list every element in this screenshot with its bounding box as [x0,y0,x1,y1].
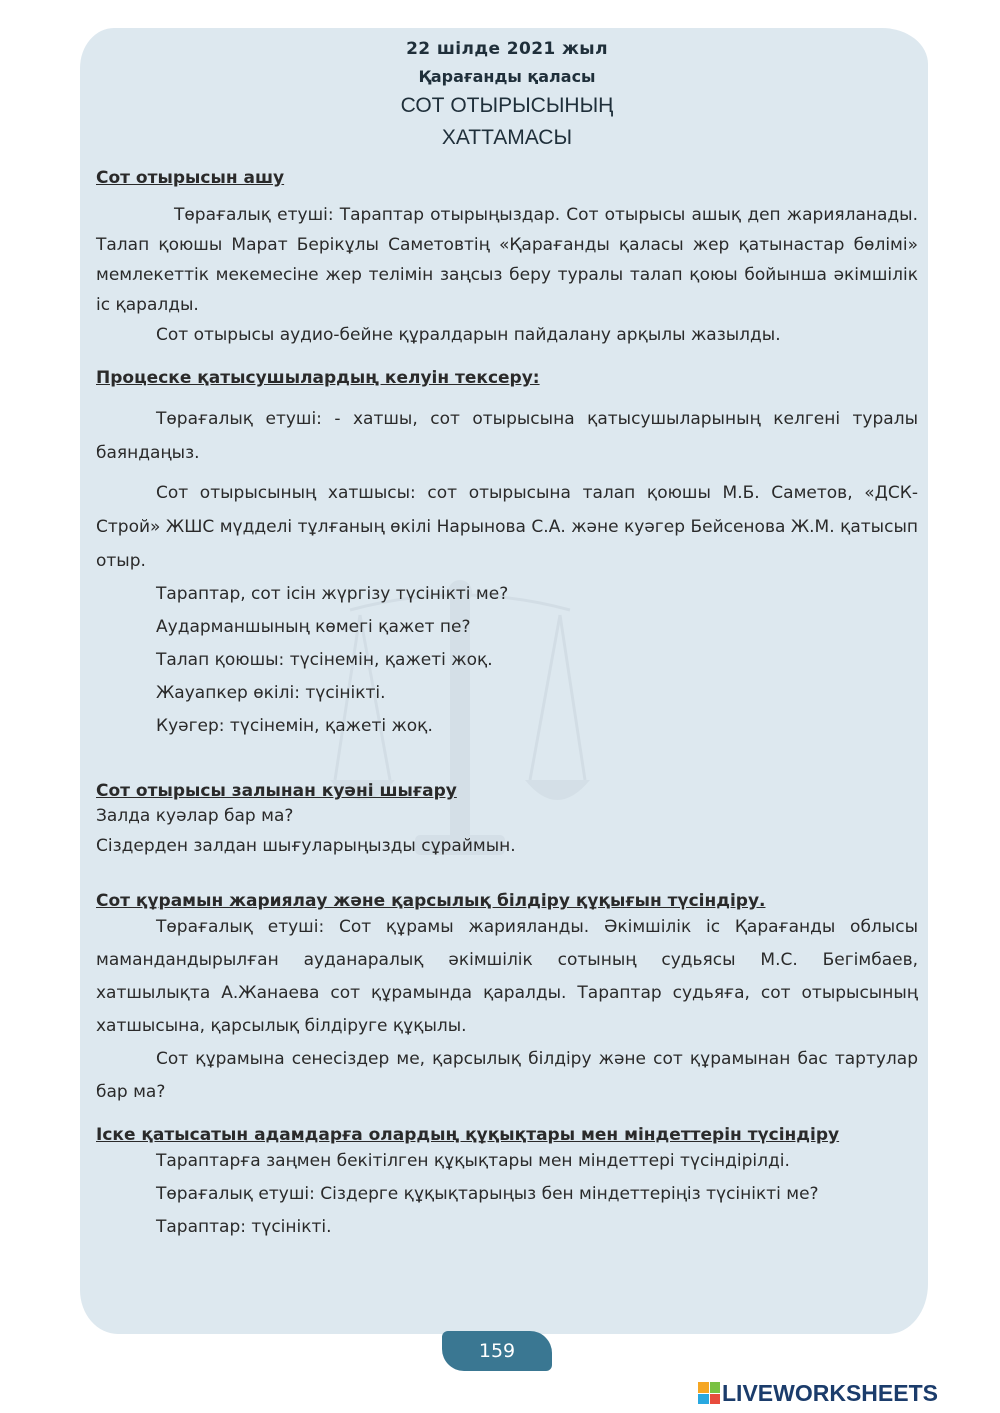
dialog-line: Талап қоюшы: түсінемін, қажеті жоқ. [156,650,493,670]
section-heading-opening: Сот отырысын ашу [96,168,285,188]
dialog-line: Тараптар, сот ісін жүргізу түсінікті ме? [156,584,509,604]
dialog-line: Жауапкер өкілі: түсінікті. [156,683,386,703]
paragraph: Төрағалық етуші: Сот құрамы жарияланды. Әкімшілік іс Қарағанды облысы мамандандырылған ауданаралық әкімшілік сотының судьясы М.С. Бегімбаев, хатшылықта А.Жанаева сот құрамында қаралды. Тараптар судьяға, сот отырысының хатшысына, қарсылық білдіруге құқылы. [96,917,918,1036]
text-line: Залда куәлар бар ма? [96,806,294,826]
paragraph: Сот құрамына сенесіздер ме, қарсылық білдіру және сот құрамынан бас тартулар бар ма? [96,1049,918,1102]
paragraph: Сот отырысы аудио-бейне құралдарын пайдалану арқылы жазылды. [156,325,781,345]
dialog-line: Төрағалық етуші: Сіздерге құқықтарыңыз бен міндеттеріңіз түсінікті ме? [156,1184,819,1204]
page-number: 159 [442,1331,552,1371]
dialog-line: Куәгер: түсінемін, қажеті жоқ. [156,716,433,736]
dialog-line: Аударманшының көмегі қажет пе? [156,617,471,637]
header-date: 22 шілде 2021 жыл [406,39,608,59]
section-heading-attendance: Процеске қатысушылардың келуін тексеру: [96,368,540,388]
paragraph: Сот отырысының хатшысы: сот отырысына талап қоюшы М.Б. Саметов, «ДСК-Строй» ЖШС мүдделі тұлғаның өкілі Нарынова С.А. және куәгер Бейсенова Ж.М. қатысып отыр. [96,483,918,571]
header-city: Қарағанды қаласы [418,67,596,86]
paragraph: Төрағалық етуші: - хатшы, сот отырысына қатысушыларының келгені туралы баяндаңыз. [96,409,918,463]
document-header [96,34,918,154]
header-title-line2: ХАТТАМАСЫ [441,126,573,149]
text-line: Сіздерден залдан шығуларыңызды сұраймын. [96,836,516,856]
section-heading-court-composition: Сот құрамын жариялау және қарсылық білдіру құқығын түсіндіру. [96,891,766,911]
document-body [96,34,918,1244]
section-heading-rights: Іске қатысатын адамдарға олардың құқықтары мен міндеттерін түсіндіру [96,1125,840,1145]
liveworksheets-logo-icon [698,1382,720,1404]
section-heading-witness-exit: Сот отырысы залынан куәні шығару [96,781,457,801]
dialog-line: Тараптар: түсінікті. [156,1217,332,1237]
liveworksheets-brand[interactable] [698,1378,938,1408]
brand-name: LIVEWORKSHEETS [722,1379,938,1406]
header-title-line1: СОТ ОТЫРЫСЫНЫҢ [400,94,614,117]
paragraph: Төрағалық етуші: Тараптар отырыңыздар. Сот отырысы ашық деп жарияланады. Талап қоюшы Марат Берікұлы Саметовтің «Қарағанды қаласы жер қатынастар бөлімі» мемлекеттік мекемесіне жер телімін заңсыз беру туралы талап қоюы бойынша әкімшілік іс қаралды. [96,205,918,315]
dialog-line: Тараптарға заңмен бекітілген құқықтары мен міндеттері түсіндірілді. [156,1151,790,1171]
